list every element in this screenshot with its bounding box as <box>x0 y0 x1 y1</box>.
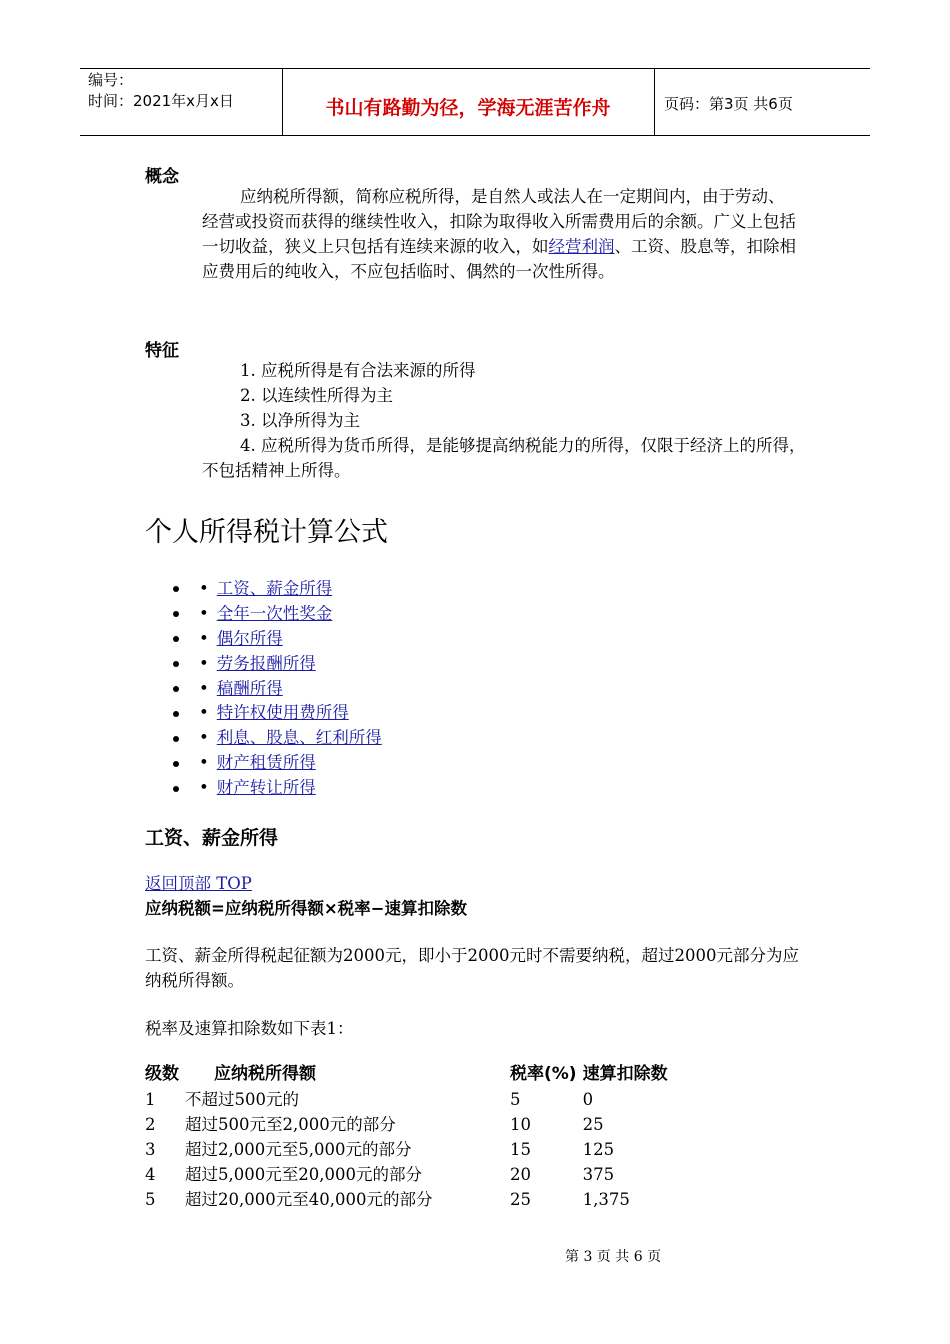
toc-marker: • <box>199 753 209 773</box>
header-number: 编号： <box>88 71 134 89</box>
cell-income: 超过5,000元至20,000元的部分 <box>185 1165 422 1184</box>
toc-item <box>145 577 382 602</box>
features-heading: 特征 <box>145 341 179 361</box>
bullet-icon <box>173 636 179 642</box>
header-page-info: 页码：第3页 共6页 <box>664 95 793 113</box>
header-divider-right <box>654 68 655 136</box>
cell-deduction: 375 <box>582 1165 615 1184</box>
toc-item <box>145 726 382 751</box>
toc-marker: • <box>199 653 209 673</box>
bullet-icon <box>173 661 179 667</box>
bullet-icon <box>173 711 179 717</box>
toc-item <box>145 776 382 801</box>
tax-formula: 应纳税额=应纳税所得额×税率−速算扣除数 <box>145 899 467 918</box>
cell-rate: 10 <box>510 1115 531 1134</box>
cell-income: 超过20,000元至40,000元的部分 <box>185 1190 433 1209</box>
table-header-row <box>142 1062 671 1087</box>
cell-level: 4 <box>145 1165 156 1184</box>
toc-marker: • <box>199 728 209 748</box>
cell-level: 1 <box>145 1090 156 1109</box>
toc-link-property-lease[interactable]: 财产租赁所得 <box>216 753 316 773</box>
cell-rate: 20 <box>510 1165 531 1184</box>
wage-section-heading: 工资、薪金所得 <box>145 827 279 849</box>
back-to-top-link[interactable]: 返回顶部 TOP <box>145 874 252 893</box>
bullet-icon <box>173 761 179 767</box>
cell-deduction: 25 <box>582 1115 604 1134</box>
header-top-rule <box>80 68 870 69</box>
concept-heading: 概念 <box>145 167 179 187</box>
toc-list <box>145 577 382 801</box>
cell-level: 5 <box>145 1190 156 1209</box>
toc-marker: • <box>199 678 209 698</box>
main-title: 个人所得税计算公式 <box>145 517 388 548</box>
bullet-icon <box>173 736 179 742</box>
toc-item <box>145 751 382 776</box>
feature-item: 3. 以净所得为主 <box>240 411 360 430</box>
cell-income: 不超过500元的 <box>185 1090 299 1109</box>
cell-deduction: 1,375 <box>582 1190 630 1209</box>
table-row <box>142 1162 671 1187</box>
feature-item: 1. 应税所得是有合法来源的所得 <box>240 361 476 380</box>
feature-item: 4. 应税所得为货币所得，是能够提高纳税能力的所得，仅限于经济上的所得，不包括精神上所得。 <box>202 436 806 480</box>
header-bottom-rule <box>80 135 870 136</box>
concept-text-after: 、工资、股息等，扣除相应费用后的纯收入，不应包括临时、偶然的一次性所得。 <box>202 237 796 281</box>
cell-income: 超过500元至2,000元的部分 <box>185 1115 396 1134</box>
bullet-icon <box>173 611 179 617</box>
toc-link-franchise-fees[interactable]: 特许权使用费所得 <box>216 703 349 723</box>
concept-paragraph <box>202 184 800 284</box>
cell-level: 3 <box>145 1140 156 1159</box>
toc-link-wages[interactable]: 工资、薪金所得 <box>216 579 333 598</box>
toc-marker: • <box>199 778 209 798</box>
feature-item: 2. 以连续性所得为主 <box>240 386 393 405</box>
toc-link-interest-dividends[interactable]: 利息、股息、红利所得 <box>216 728 382 748</box>
col-header-rate: 税率(%) <box>510 1064 577 1084</box>
bullet-icon <box>173 586 179 592</box>
wage-description: 工资、薪金所得税起征额为2000元，即小于2000元时不需要纳税，超过2000元部分为应纳税所得额。 <box>145 946 799 990</box>
table-row <box>142 1112 671 1137</box>
header-time: 时间：2021年x月x日 <box>88 92 234 110</box>
cell-rate: 25 <box>510 1190 531 1209</box>
cell-rate: 15 <box>510 1140 531 1159</box>
toc-item <box>145 627 382 652</box>
page-footer: 第 3 页 共 6 页 <box>565 1249 662 1265</box>
header-meta <box>88 70 234 112</box>
table-row <box>142 1137 671 1162</box>
toc-item <box>145 701 382 726</box>
toc-item <box>145 602 382 627</box>
cell-deduction: 0 <box>582 1090 594 1109</box>
tax-rate-table <box>142 1062 671 1212</box>
toc-link-royalty[interactable]: 稿酬所得 <box>216 678 283 698</box>
table-row <box>142 1087 671 1112</box>
concept-text-before: 应纳税所得额，简称应税所得，是自然人或法人在一定期间内，由于劳动、经营或投资而获得的继续性收入，扣除为取得收入所需费用后的余额。广义上包括一切收益，狭义上只包括有连续来源的收入，如 <box>202 187 796 256</box>
cell-rate: 5 <box>510 1090 521 1109</box>
cell-level: 2 <box>145 1115 156 1134</box>
toc-item <box>145 652 382 677</box>
bullet-icon <box>173 786 179 792</box>
toc-link-property-transfer[interactable]: 财产转让所得 <box>216 778 316 798</box>
toc-item <box>145 677 382 702</box>
col-header-level: 级数 <box>145 1064 179 1084</box>
toc-marker: • <box>199 703 209 723</box>
cell-deduction: 125 <box>582 1140 615 1159</box>
col-header-taxable-income: 应纳税所得额 <box>214 1064 316 1084</box>
business-profit-link[interactable]: 经营利润 <box>548 237 615 256</box>
table-intro: 税率及速算扣除数如下表1： <box>145 1019 354 1038</box>
header-motto: 书山有路勤为径，学海无涯苦作舟 <box>325 97 611 119</box>
features-list <box>202 358 812 483</box>
table-row <box>142 1187 671 1212</box>
toc-marker: • <box>199 628 209 648</box>
toc-link-annual-bonus[interactable]: 全年一次性奖金 <box>216 603 333 623</box>
bullet-icon <box>173 686 179 692</box>
toc-link-labor-remuneration[interactable]: 劳务报酬所得 <box>216 653 316 673</box>
toc-link-occasional-income[interactable]: 偶尔所得 <box>216 628 283 648</box>
toc-marker: • <box>199 603 209 623</box>
cell-income: 超过2,000元至5,000元的部分 <box>185 1140 412 1159</box>
toc-marker: • <box>199 579 209 598</box>
col-header-deduction: 速算扣除数 <box>582 1064 668 1084</box>
